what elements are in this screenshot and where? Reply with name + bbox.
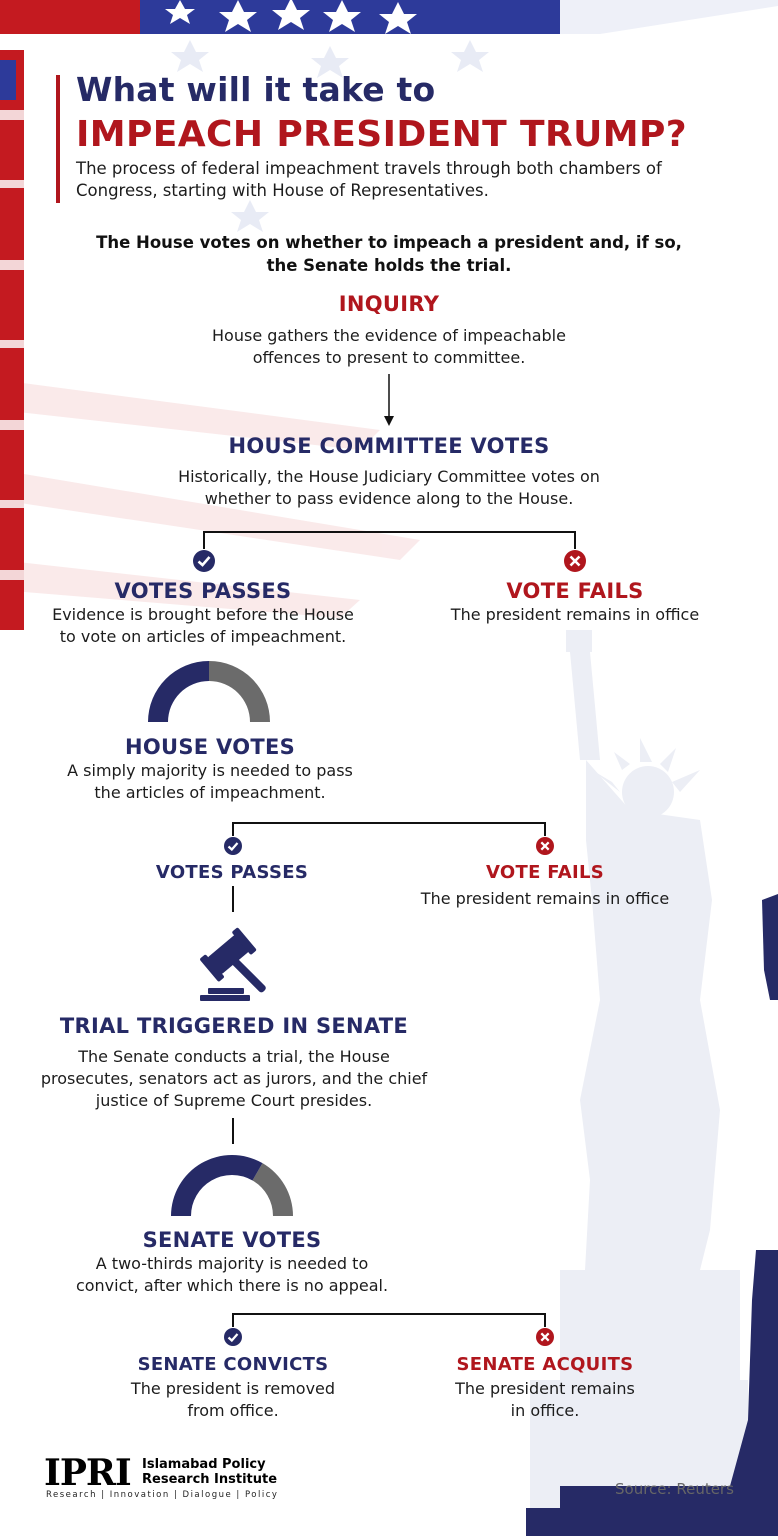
inquiry-title: INQUIRY xyxy=(338,292,440,316)
committee-pass-line-1: Evidence is brought before the House xyxy=(52,605,354,624)
check-circle-icon xyxy=(223,836,243,856)
committee-pass-description xyxy=(18,604,388,648)
branch-connector xyxy=(232,822,234,836)
senate-votes-description xyxy=(42,1253,422,1297)
title-accent-bar xyxy=(56,75,60,203)
senate-votes-line-1: A two-thirds majority is needed to xyxy=(95,1254,369,1273)
branch-connector xyxy=(544,1313,546,1327)
trial-line-2: prosecutes, senators act as jurors, and the chief xyxy=(40,1069,428,1088)
branch-connector xyxy=(203,531,205,549)
gauge-gray-segment xyxy=(209,661,270,722)
logo-tagline: Research | Innovation | Dialogue | Policy xyxy=(46,1490,279,1500)
x-circle-icon xyxy=(535,1327,555,1347)
committee-fail-title: VOTE FAILS xyxy=(506,579,644,603)
title-line-1: What will it take to xyxy=(76,70,436,109)
house-pass-title: VOTES PASSES xyxy=(155,862,309,883)
source-credit: Source: Reuters xyxy=(615,1480,734,1498)
senate-votes-title: SENATE VOTES xyxy=(142,1228,322,1252)
trial-line-1: The Senate conducts a trial, the House xyxy=(78,1047,390,1066)
lead-text xyxy=(80,231,698,277)
trial-title: TRIAL TRIGGERED IN SENATE xyxy=(59,1014,409,1038)
senate-acquits-title: SENATE ACQUITS xyxy=(456,1354,634,1375)
check-circle-icon xyxy=(192,549,216,573)
gauge-navy-segment xyxy=(171,1155,263,1216)
house-fail-description: The president remains in office xyxy=(420,889,670,908)
house-votes-line-2: the articles of impeachment. xyxy=(94,783,326,802)
branch-connector xyxy=(232,1313,545,1315)
check-circle-icon xyxy=(223,1327,243,1347)
gauge-gray-segment xyxy=(253,1163,293,1216)
logo-org-line-2: Research Institute xyxy=(142,1472,278,1487)
committee-title: HOUSE COMMITTEE VOTES xyxy=(228,434,550,458)
senate-acquits-description xyxy=(420,1378,670,1422)
lead-line-2: the Senate holds the trial. xyxy=(266,256,512,275)
committee-line-1: Historically, the House Judiciary Committee votes on xyxy=(178,467,600,486)
logo-letters: IPRI xyxy=(44,1452,131,1494)
house-fail-title: VOTE FAILS xyxy=(485,862,605,883)
committee-line-2: whether to pass evidence along to the House. xyxy=(204,489,574,508)
inquiry-line-1: House gathers the evidence of impeachable xyxy=(212,326,566,345)
trial-line-3: justice of Supreme Court presides. xyxy=(95,1091,373,1110)
inquiry-description xyxy=(139,325,639,369)
house-votes-title: HOUSE VOTES xyxy=(124,735,296,759)
senate-votes-line-2: convict, after which there is no appeal. xyxy=(75,1276,389,1295)
branch-connector xyxy=(232,822,545,824)
senate-convicts-description xyxy=(103,1378,363,1422)
house-votes-gauge xyxy=(145,658,273,724)
house-votes-line-1: A simply majority is needed to pass xyxy=(67,761,353,780)
flow-connector xyxy=(232,1118,234,1144)
trial-description xyxy=(14,1046,454,1112)
committee-pass-line-2: to vote on articles of impeachment. xyxy=(59,627,347,646)
down-arrow-icon xyxy=(383,374,395,428)
x-circle-icon xyxy=(535,836,555,856)
inquiry-line-2: offences to present to committee. xyxy=(252,348,526,367)
senate-convicts-line-2: from office. xyxy=(187,1401,279,1420)
committee-description xyxy=(139,466,639,510)
logo-org-name xyxy=(142,1457,277,1487)
title-line-2: IMPEACH PRESIDENT TRUMP? xyxy=(76,114,688,155)
committee-fail-description: The president remains in office xyxy=(450,605,700,624)
senate-acquits-line-1: The president remains xyxy=(455,1379,635,1398)
senate-votes-gauge xyxy=(168,1152,296,1218)
ipri-logo xyxy=(44,1454,284,1504)
gavel-icon xyxy=(198,926,272,1004)
flow-connector xyxy=(232,886,234,912)
senate-convicts-title: SENATE CONVICTS xyxy=(137,1354,329,1375)
branch-connector xyxy=(232,1313,234,1327)
branch-connector xyxy=(203,531,575,533)
logo-org-line-1: Islamabad Policy xyxy=(142,1457,266,1472)
lead-line-1: The House votes on whether to impeach a president and, if so, xyxy=(96,233,682,252)
house-votes-description xyxy=(40,760,380,804)
gauge-navy-segment xyxy=(148,661,209,722)
intro-text: The process of federal impeachment travels through both chambers of Congress, starting with House of Representatives. xyxy=(76,159,662,200)
senate-convicts-line-1: The president is removed xyxy=(130,1379,336,1398)
branch-connector xyxy=(574,531,576,549)
branch-connector xyxy=(544,822,546,836)
committee-pass-title: VOTES PASSES xyxy=(114,579,292,603)
senate-acquits-line-2: in office. xyxy=(510,1401,580,1420)
x-circle-icon xyxy=(563,549,587,573)
